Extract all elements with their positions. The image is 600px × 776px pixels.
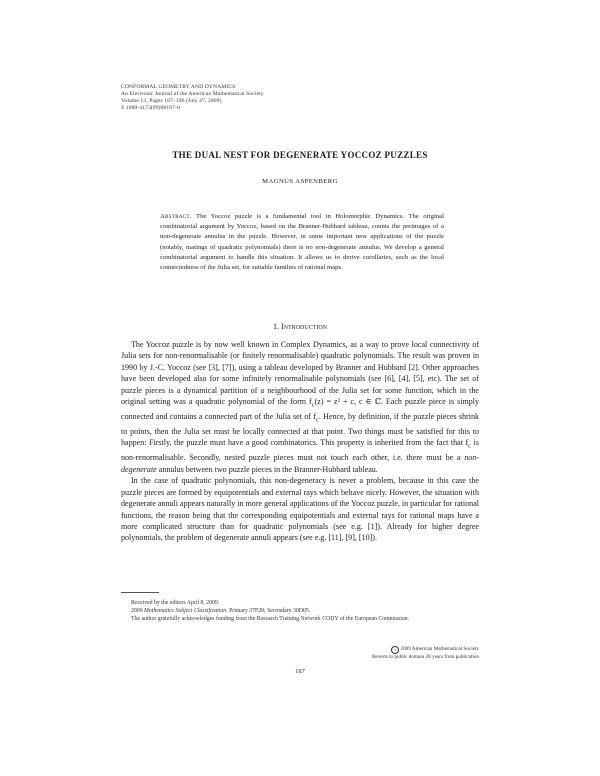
page-number: 187 [295,668,305,675]
copyright-line-2: Reverts to public domain 28 years from publication [371,654,479,660]
formula-quadratic: (z) = z² + c, c ∈ ℂ [314,397,381,407]
msc-label: Mathematics Subject Classification. [144,608,228,615]
section-heading [100,322,500,331]
emphasis-non-degenerate: non-degenerate [121,453,479,474]
paragraph-2: In the case of quadratic polynomials, this non-degeneracy is never a problem, because in this case the puzzle pieces are formed by equipotentials and external rays which behave nicely. However, the situation with degenerate annuli appears naturally in more general applications of the Yoccoz puzzle, in particular for rational functions, the reason being that the corresponding equipotentials and external rays for rational maps have a more complicated structure than for quadratic polynomials (see e.g. [1]). Already for higher degree polynomials, the problem of degenerate annuli appears (see e.g. [11], [9], [10]). [121,476,479,543]
journal-subtitle: An Electronic Journal of the American Mathematical Society [121,91,264,97]
paragraph-1 [121,339,479,475]
footnote-rule [121,592,159,593]
journal-doi: S 1088-4173(09)00197-0 [121,105,180,111]
footnote-received: Received by the editors April 8, 2009. [131,600,220,606]
paper-author: MAGNUS ASPENBERG [262,178,338,185]
abstract-text: The Yoccoz puzzle is a fundamental tool in Holomorphic Dynamics. The original combinatorial argument by Yoccoz, based on the Branner-Hubbard tableau, counts the preimages of a non-degenerate annulus in the puzzle. However, in some important new applications of the puzzle (notably, matings of quadratic polynomials) there is no non-degenerate annulus. We develop a general combinatorial argument to handle this situation. It allows us to derive corollaries, such as the local connectedness of the Julia set, for suitable families of rational maps. [160,213,444,272]
journal-header [121,84,481,112]
body-text [121,339,479,544]
paragraph-1-part-1: The Yoccoz puzzle is by now well known in Complex Dynamics, as a way to prove local connectivity of Julia sets for non-renormalisable (or finitely renormalisable) quadratic polynomials. The result was proven in 1990 by J.-C. Yoccoz (see [3], [7]), using a tableau developed by Branner and Hubbard [2]. Other approaches have been developed also for some infinitely renormalisable polynomials (see [6], [4], [5], etc). The set of puzzle pieces is a dynamical partition of a neighbourhood of the Julia set for some function, which in the original setting was a quadratic polynomial of the form f [121,340,479,407]
journal-volume-info: Volume 13, Pages 187–196 (July 27, 2009) [121,98,222,104]
abstract-label: Abstract. [160,213,192,220]
paragraph-1-part-5: annulus between two puzzle pieces in the Branner-Hubbard tableau. [156,464,378,474]
section-title: Introduction [281,322,327,331]
abstract [160,212,444,273]
footnote-funding: The author gratefully acknowledges funding from the Research Training Network CODY of the European Commission. [131,616,410,623]
section-number: 1. [273,322,279,331]
subscript-c-3: c [468,443,472,451]
copyright-notice [300,646,479,661]
paragraph-1-part-2: . Each puzzle piece is simply connected and contains a connected part of the Julia set of f [121,397,479,422]
journal-name: CONFORMAL GEOMETRY AND DYNAMICS [121,84,236,90]
copyright-icon: c [391,646,399,654]
msc-year: 2000 [131,608,143,615]
copyright-text-1: 2009 American Mathematical Society [400,646,479,652]
subscript-c-2: c [315,416,319,424]
footnotes [121,599,479,624]
msc-codes: Primary 37F20; Secondary 30D05. [229,608,311,615]
copyright-line-1 [300,646,479,654]
paper-title: THE DUAL NEST FOR DEGENERATE YOCCOZ PUZZLES [172,150,428,160]
paragraph-1-part-3: . Hence, by definition, if the puzzle pieces shrink to points, then the Julia set must be locally connected at that point. Two things must be satisfied for this to happen: Firstly, the puzzle must have a good combinatorics. This property is inherited from the fact that f [121,412,479,448]
footnote-msc [121,607,479,615]
paragraph-1-part-4: is non-renormalisable. Secondly, nested puzzle pieces must not touch each other, i.e. there must be a [121,438,479,463]
subscript-c-1: c [311,401,315,409]
